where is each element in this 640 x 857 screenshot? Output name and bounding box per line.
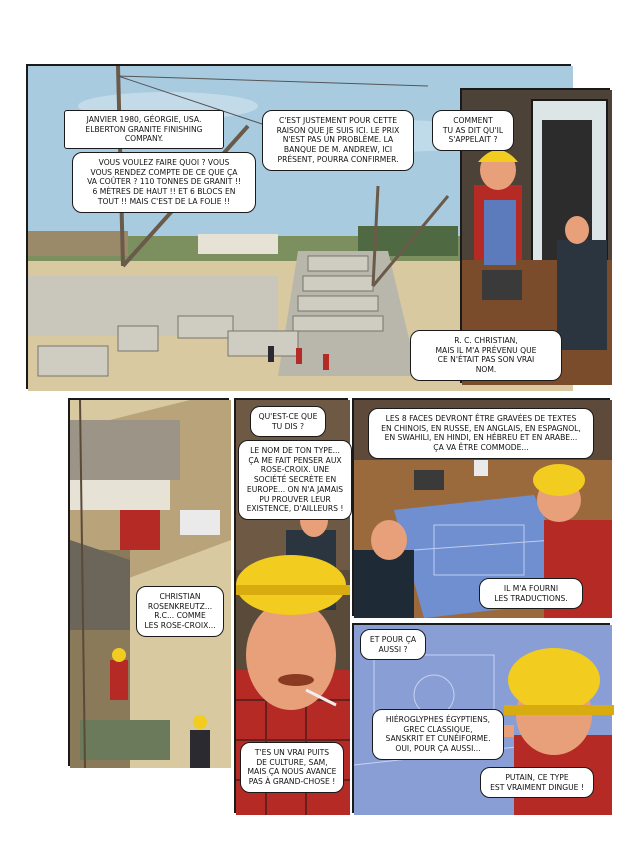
panel-blueprint-closeup: [352, 623, 610, 813]
speech-bubble-christian-name: R. C. CHRISTIAN, MAIS IL M'A PRÉVENU QUE CE N'ÉTAIT PAS SON VRAI NOM.: [410, 330, 562, 381]
panel-worker-portrait: [234, 398, 348, 813]
speech-bubble-justification: C'EST JUSTEMENT POUR CETTE RAISON QUE JE SUIS ICI. LE PRIX N'EST PAS UN PROBLÈME. LA BANQUE DE M. ANDREW, ICI PRÉSENT, POURRA CONFIRMER.: [262, 110, 414, 171]
speech-bubble-crazy-guy: PUTAIN, CE TYPE EST VRAIMENT DINGUE !: [480, 767, 594, 798]
caption-date: JANVIER 1980, GÉORGIE, USA. ELBERTON GRANITE FINISHING COMPANY.: [64, 110, 224, 149]
speech-bubble-outrage: VOUS VOULEZ FAIRE QUOI ? VOUS VOUS RENDEZ COMPTE DE CE QUE ÇA VA COÛTER ? 110 TONNES DE GRANIT !! 6 MÈTRES DE HAUT !! ET 6 BLOCS EN TOUT !! MAIS C'EST DE LA FOLIE !!: [72, 152, 256, 213]
town-street-scene-art: [70, 400, 231, 768]
speech-bubble-secret-society: LE NOM DE TON TYPE... ÇA ME FAIT PENSER AUX ROSE-CROIX. UNE SOCIÉTÉ SECRÈTE EN EUROPE... ON N'A JAMAIS PU PROUVER LEUR EXISTENCE, D'AILLEURS !: [238, 440, 352, 520]
panel-blueprint-desk: [352, 398, 610, 616]
speech-bubble-eight-faces: LES 8 FACES DEVRONT ÊTRE GRAVÉES DE TEXTES EN CHINOIS, EN RUSSE, EN ANGLAIS, EN ESPAGNOL, EN SWAHILI, EN HINDI, EN HÉBREU ET EN ARABE... ÇA VA ÊTRE COMMODE...: [368, 408, 594, 459]
speech-bubble-rosenkreutz: CHRISTIAN ROSENKREUTZ... R.C... COMME LES ROSE-CROIX...: [136, 586, 224, 637]
speech-bubble-and-this-too: ET POUR ÇA AUSSI ?: [360, 629, 426, 660]
speech-bubble-hieroglyphs: HIÉROGLYPHES ÉGYPTIENS, GREC CLASSIQUE, SANSKRIT ET CUNÉIFORME. OUI, POUR ÇA AUSSI...: [372, 709, 504, 760]
speech-bubble-translations: IL M'A FOURNI LES TRADUCTIONS.: [479, 578, 583, 609]
speech-bubble-what-did-you-say: QU'EST-CE QUE TU DIS ?: [250, 406, 326, 437]
speech-bubble-puits-de-culture: T'ES UN VRAI PUITS DE CULTURE, SAM, MAIS ÇA NOUS AVANCE PAS À GRAND-CHOSE !: [240, 742, 344, 793]
speech-bubble-name-question: COMMENT TU AS DIT QU'IL S'APPELAIT ?: [432, 110, 514, 151]
panel-town: [68, 398, 229, 766]
